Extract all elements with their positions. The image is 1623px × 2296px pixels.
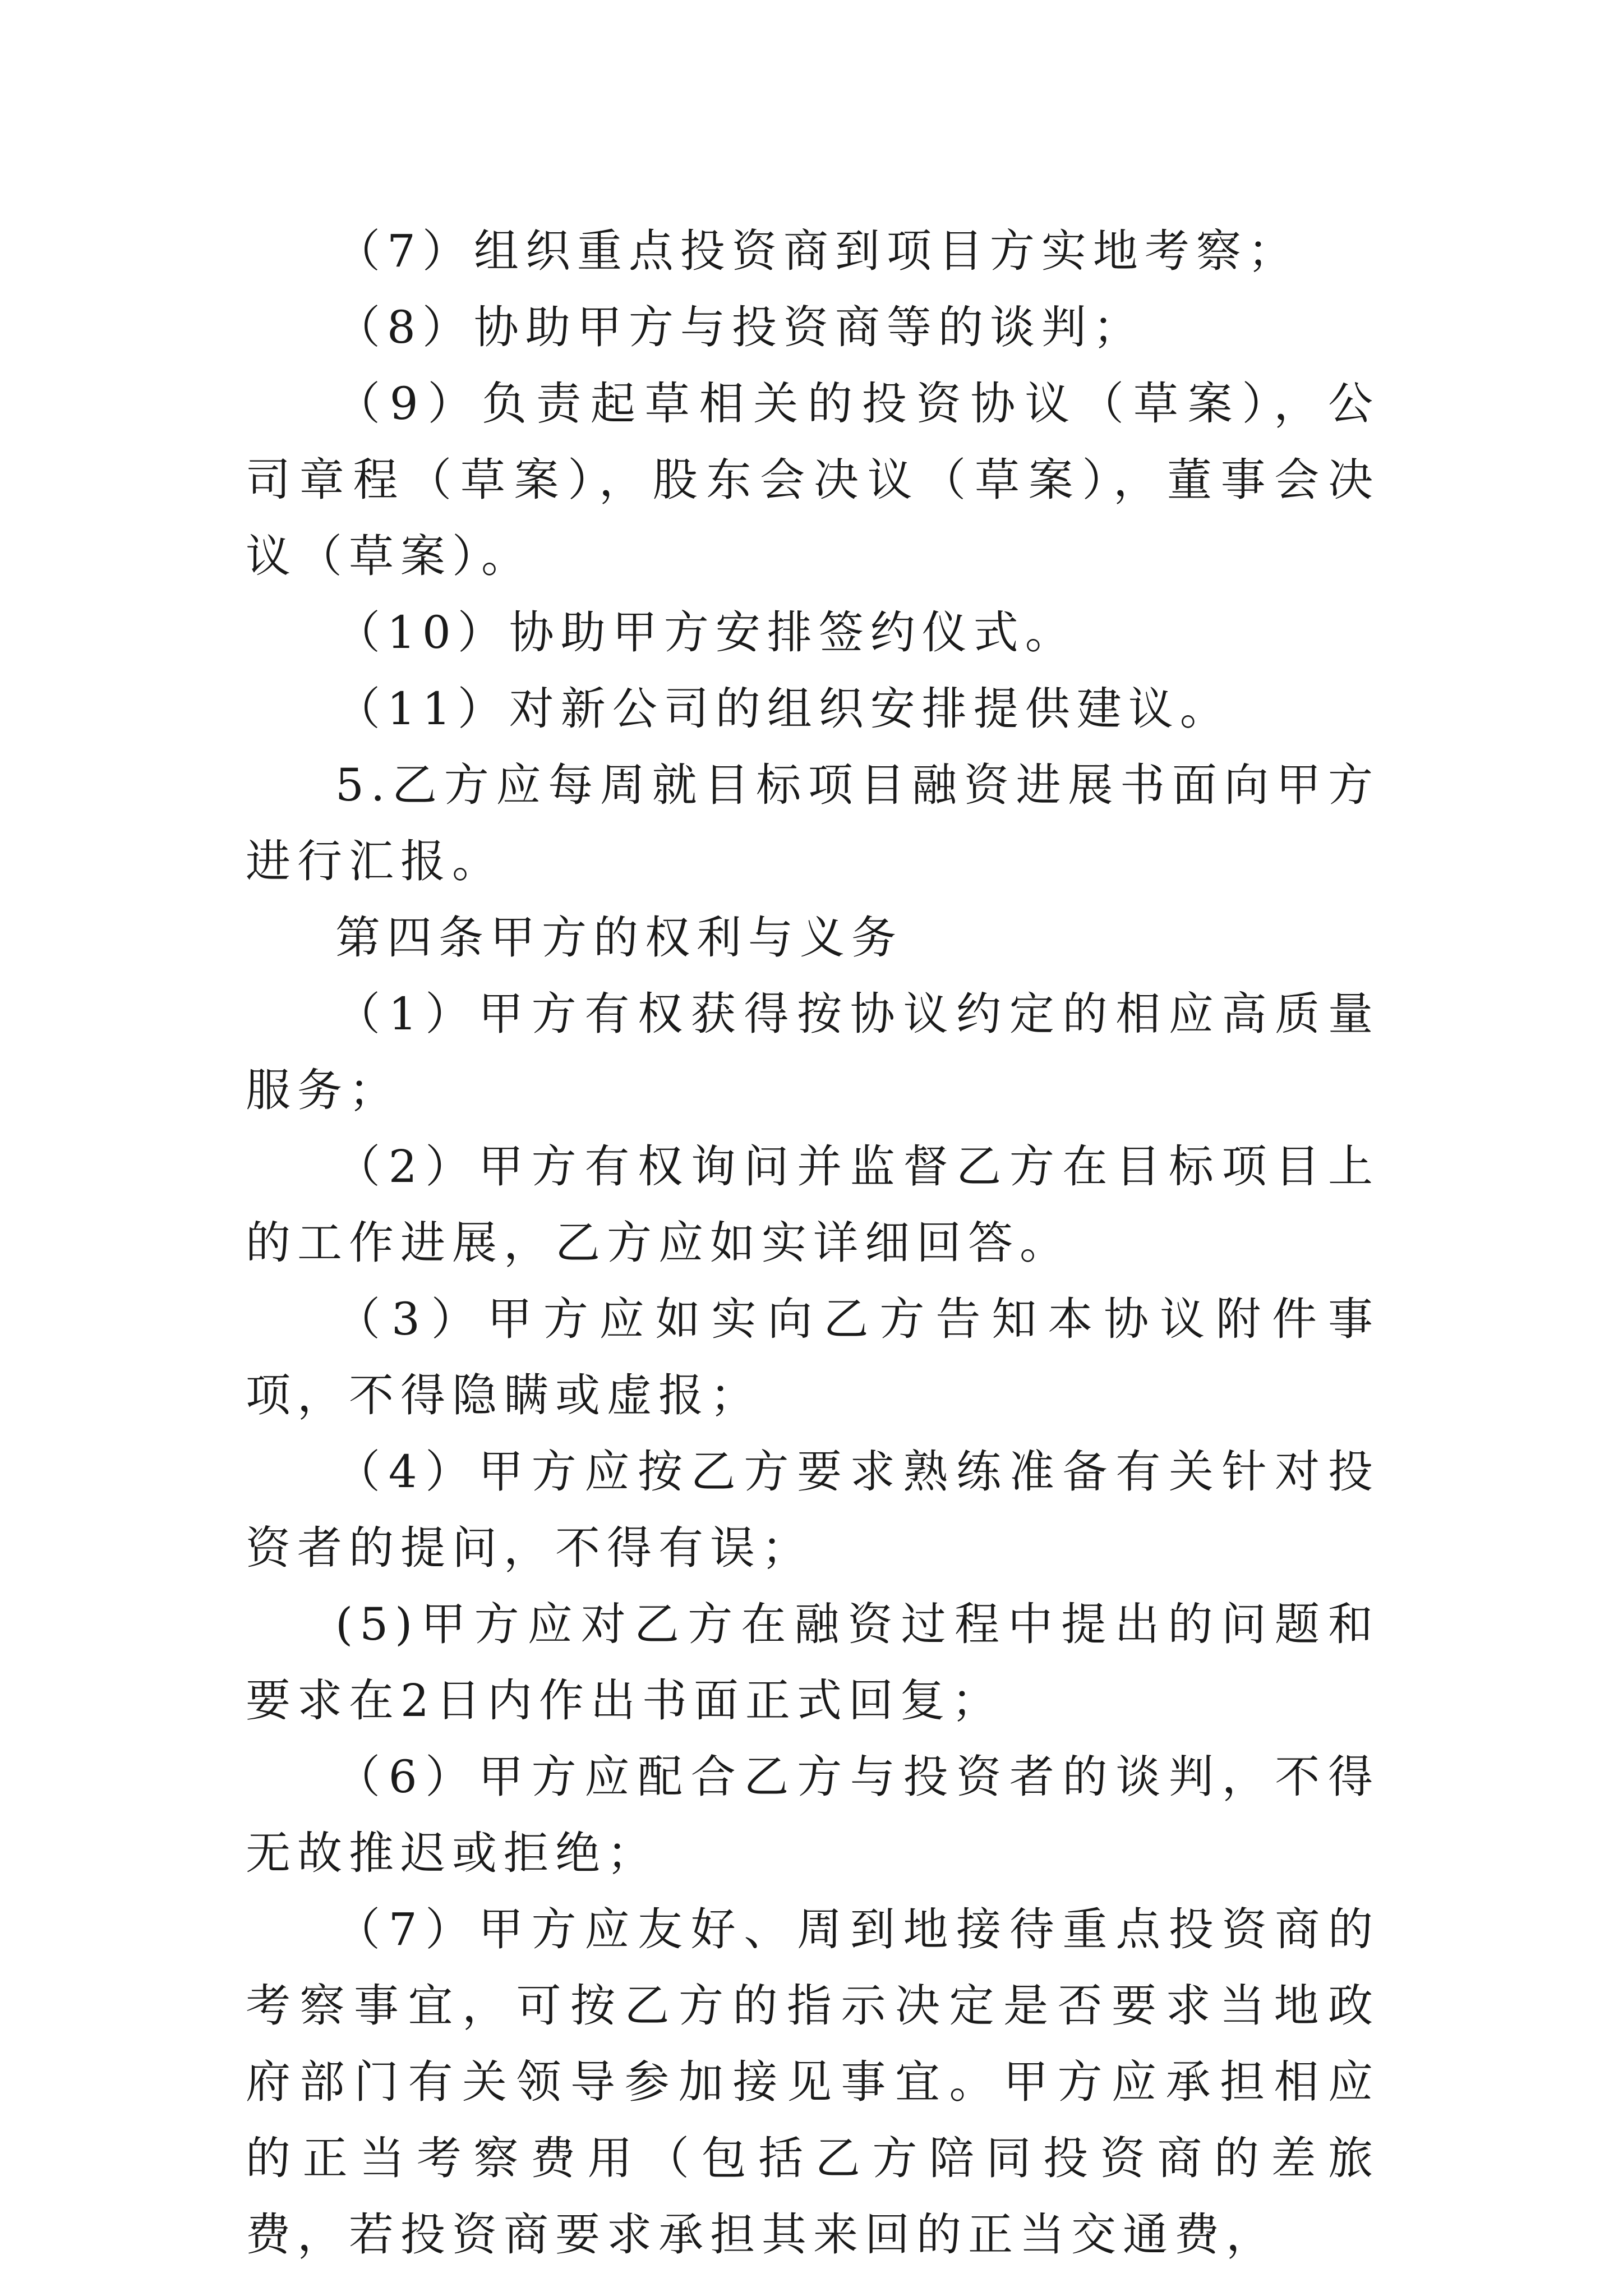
paragraph-item-10-signing: （10）协助甲方安排签约仪式。 bbox=[335, 606, 1077, 659]
paragraph-duty-4-preparation: （4）甲方应按乙方要求熟练准备有关针对投资者的提问，不得有误； bbox=[246, 1446, 1380, 1574]
paragraph-right-1-service: （1）甲方有权获得按协议约定的相应高质量服务； bbox=[246, 988, 1380, 1116]
section-heading-article-4: 第四条甲方的权利与义务 bbox=[335, 912, 903, 964]
paragraph-duty-6-cooperation: （6）甲方应配合乙方与投资者的谈判，不得无故推迟或拒绝； bbox=[246, 1751, 1380, 1879]
paragraph-item-8-negotiation: （8）协助甲方与投资商等的谈判； bbox=[335, 301, 1145, 353]
document-body bbox=[246, 213, 1380, 2273]
paragraph-duty-3-disclosure: （3）甲方应如实向乙方告知本协议附件事项，不得隐瞒或虚报； bbox=[246, 1293, 1380, 1421]
paragraph-duty-5-reply: (5)甲方应对乙方在融资过程中提出的问题和要求在2日内作出书面正式回复； bbox=[246, 1598, 1380, 1727]
paragraph-item-7-site-visit: （7）组织重点投资商到项目方实地考察； bbox=[335, 225, 1299, 277]
paragraph-clause-5-weekly-report: 5.乙方应每周就目标项目融资进展书面向甲方进行汇报。 bbox=[246, 759, 1380, 887]
paragraph-item-9-drafting: （9）负责起草相关的投资协议（草案），公司章程（草案），股东会决议（草案），董事会决议（草案）。 bbox=[246, 378, 1380, 582]
paragraph-duty-7-reception: （7）甲方应友好、周到地接待重点投资商的考察事宜，可按乙方的指示决定是否要求当地政府部门有关领导参加接见事宜。甲方应承担相应的正当考察费用（包括乙方陪同投资商的差旅费，若投资商要求承担其来回的正当交通费， bbox=[246, 1903, 1380, 2261]
paragraph-item-11-organization: （11）对新公司的组织安排提供建议。 bbox=[335, 683, 1232, 735]
paragraph-right-2-supervision: （2）甲方有权询问并监督乙方在目标项目上的工作进展，乙方应如实详细回答。 bbox=[246, 1140, 1380, 1269]
